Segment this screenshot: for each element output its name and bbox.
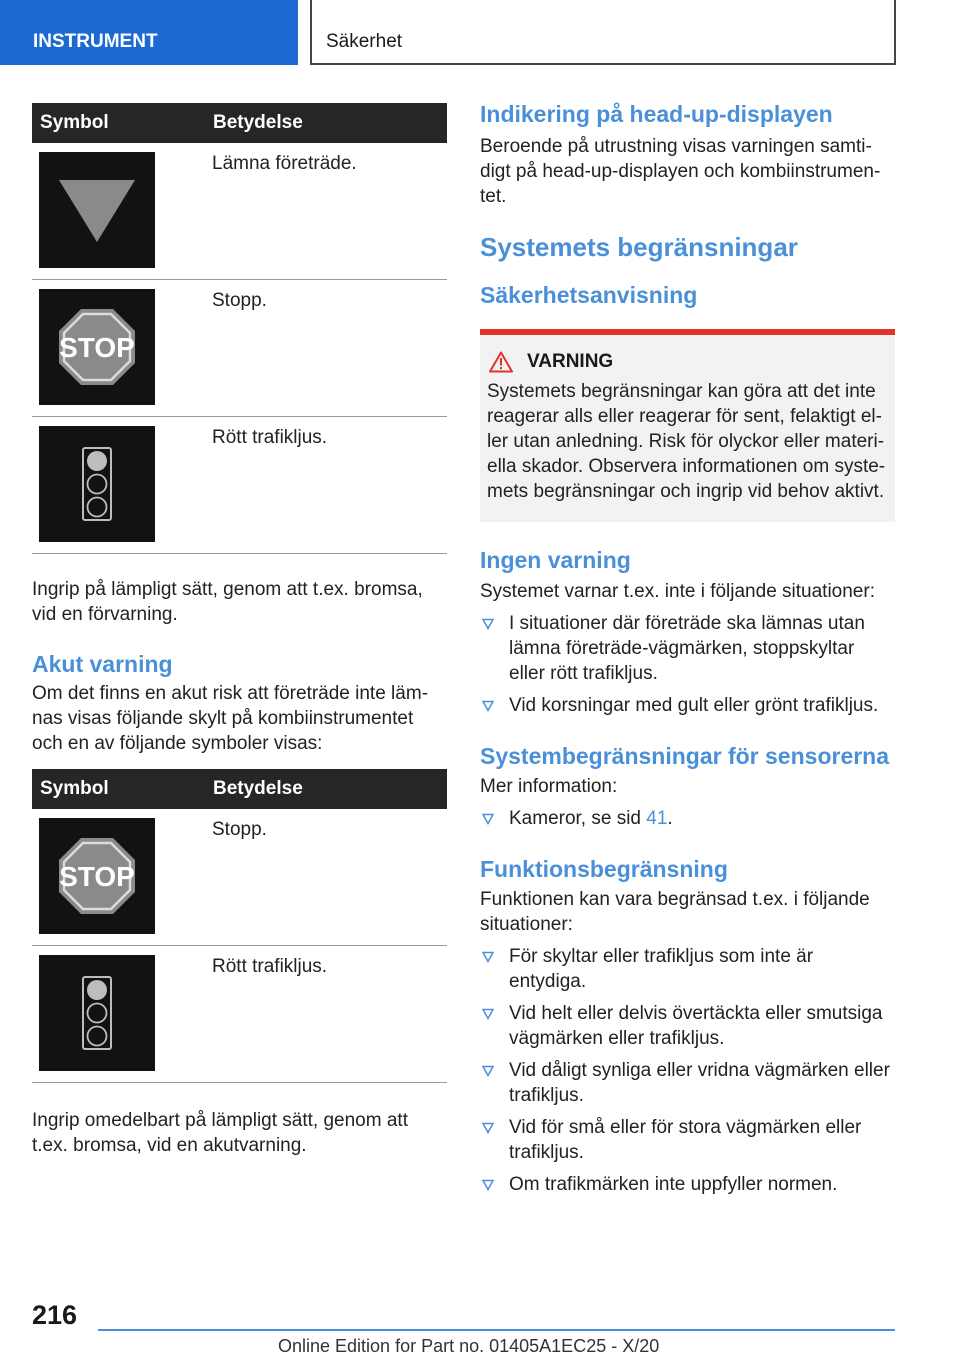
section-title: Säkerhet [310,0,896,65]
chapter-tab[interactable]: INSTRUMENT [0,0,298,65]
triangle-bullet-icon [482,813,494,825]
red-traffic-light-icon [39,955,155,1071]
table-cell-meaning: Rött trafikljus. [205,417,447,554]
stop-sign-icon [39,818,155,934]
triangle-bullet-icon [482,1065,494,1077]
left-column [32,103,447,1158]
table-row [32,143,447,280]
triangle-bullet-icon [482,951,494,963]
heading-system-limits: Systemets begränsningar [480,232,798,262]
heading-no-warning: Ingen varning [480,547,631,573]
list-item: Vid korsningar med gult eller grönt trafikljus. [480,693,895,718]
table-cell-meaning: Rött trafikljus. [205,946,447,1083]
list-item: Vid för små eller för stora vägmärken eller trafikljus. [480,1115,895,1165]
table-header-meaning: Betydelse [205,769,447,809]
paragraph-function-limits: Funktionen kan vara begränsad t.ex. i följande situationer: [480,889,870,935]
paragraph-emergency-action: Ingrip omedelbart på lämpligt sätt, genom att t.ex. bromsa, vid en akutvarning. [32,1110,408,1156]
list-item: För skyltar eller trafikljus som inte är entydiga. [480,944,895,994]
triangle-bullet-icon [482,1179,494,1191]
table-row [32,280,447,417]
table-row [32,417,447,554]
heading-safety-note: Säkerhetsanvisning [480,282,698,308]
list-item: Kameror, se sid 41. [480,806,895,831]
yield-sign-icon [39,152,155,268]
red-traffic-light-icon [39,426,155,542]
heading-akut-varning: Akut varning [32,651,173,677]
list-item: I situationer där företräde ska lämnas utan lämna företräde-vägmärken, stoppskyltar eller rött trafikljus. [480,611,895,686]
list-no-warning [480,611,895,718]
symbol-table-2 [32,769,447,1083]
table-header-symbol: Symbol [32,103,205,143]
list-function-limits [480,944,895,1197]
footer-divider [98,1329,895,1331]
list-item: Om trafikmärken inte uppfyller normen. [480,1172,895,1197]
table-cell-meaning: Stopp. [205,280,447,417]
list-item: Vid helt eller delvis övertäckta eller smutsiga vägmärken eller trafikljus. [480,1001,895,1051]
table-header-symbol: Symbol [32,769,205,809]
paragraph-no-warning: Systemet varnar t.ex. inte i följande situationer: [480,581,875,602]
table-row [32,946,447,1083]
warning-triangle-icon [489,351,513,373]
symbol-table-1 [32,103,447,554]
heading-hud: Indikering på head-up-displayen [480,101,833,127]
right-column [480,100,895,1197]
warning-box [480,329,895,522]
table-header-meaning: Betydelse [205,103,447,143]
page-link-41[interactable]: 41 [646,808,668,829]
triangle-bullet-icon [482,618,494,630]
stop-sign-icon [39,289,155,405]
table-cell-meaning: Stopp. [205,809,447,946]
list-sensors [480,806,895,831]
paragraph-akut: Om det finns en akut risk att företräde inte lämnas visas följande skylt på kombiinstrumentet och en av följande symboler visas: [32,683,429,754]
heading-sensor-limits: Systembegränsningar för sensorerna [480,743,890,769]
heading-function-limits: Funktionsbegränsning [480,856,728,882]
page-number: 216 [32,1300,78,1330]
triangle-bullet-icon [482,1122,494,1134]
paragraph-hud: Beroende på utrustning visas varningen samtidigt på head-up-displayen och kombiinstrumentet. [480,136,881,207]
triangle-bullet-icon [482,700,494,712]
triangle-bullet-icon [482,1008,494,1020]
paragraph-more-info: Mer information: [480,776,618,797]
list-item: Vid dåligt synliga eller vridna vägmärken eller trafikljus. [480,1058,895,1108]
edition-text: Online Edition for Part no. 01405A1EC25 - X/20 [278,1336,660,1356]
paragraph-prewarning: Ingrip på lämpligt sätt, genom att t.ex. bromsa, vid en förvarning. [32,579,423,625]
svg-text:STOP: STOP [59,861,135,892]
table-cell-meaning: Lämna företräde. [205,143,447,280]
warning-title: VARNING [527,351,614,372]
table-row [32,809,447,946]
warning-text: Systemets begränsningar kan göra att det inte reagerar alls eller reagerar för sent, felaktigt eller utan anledning. Risk för olyckor eller materiella skador. Observera informationen om systemets begränsningar och ingrip vid behov aktivt. [487,381,886,502]
svg-text:STOP: STOP [59,332,135,363]
